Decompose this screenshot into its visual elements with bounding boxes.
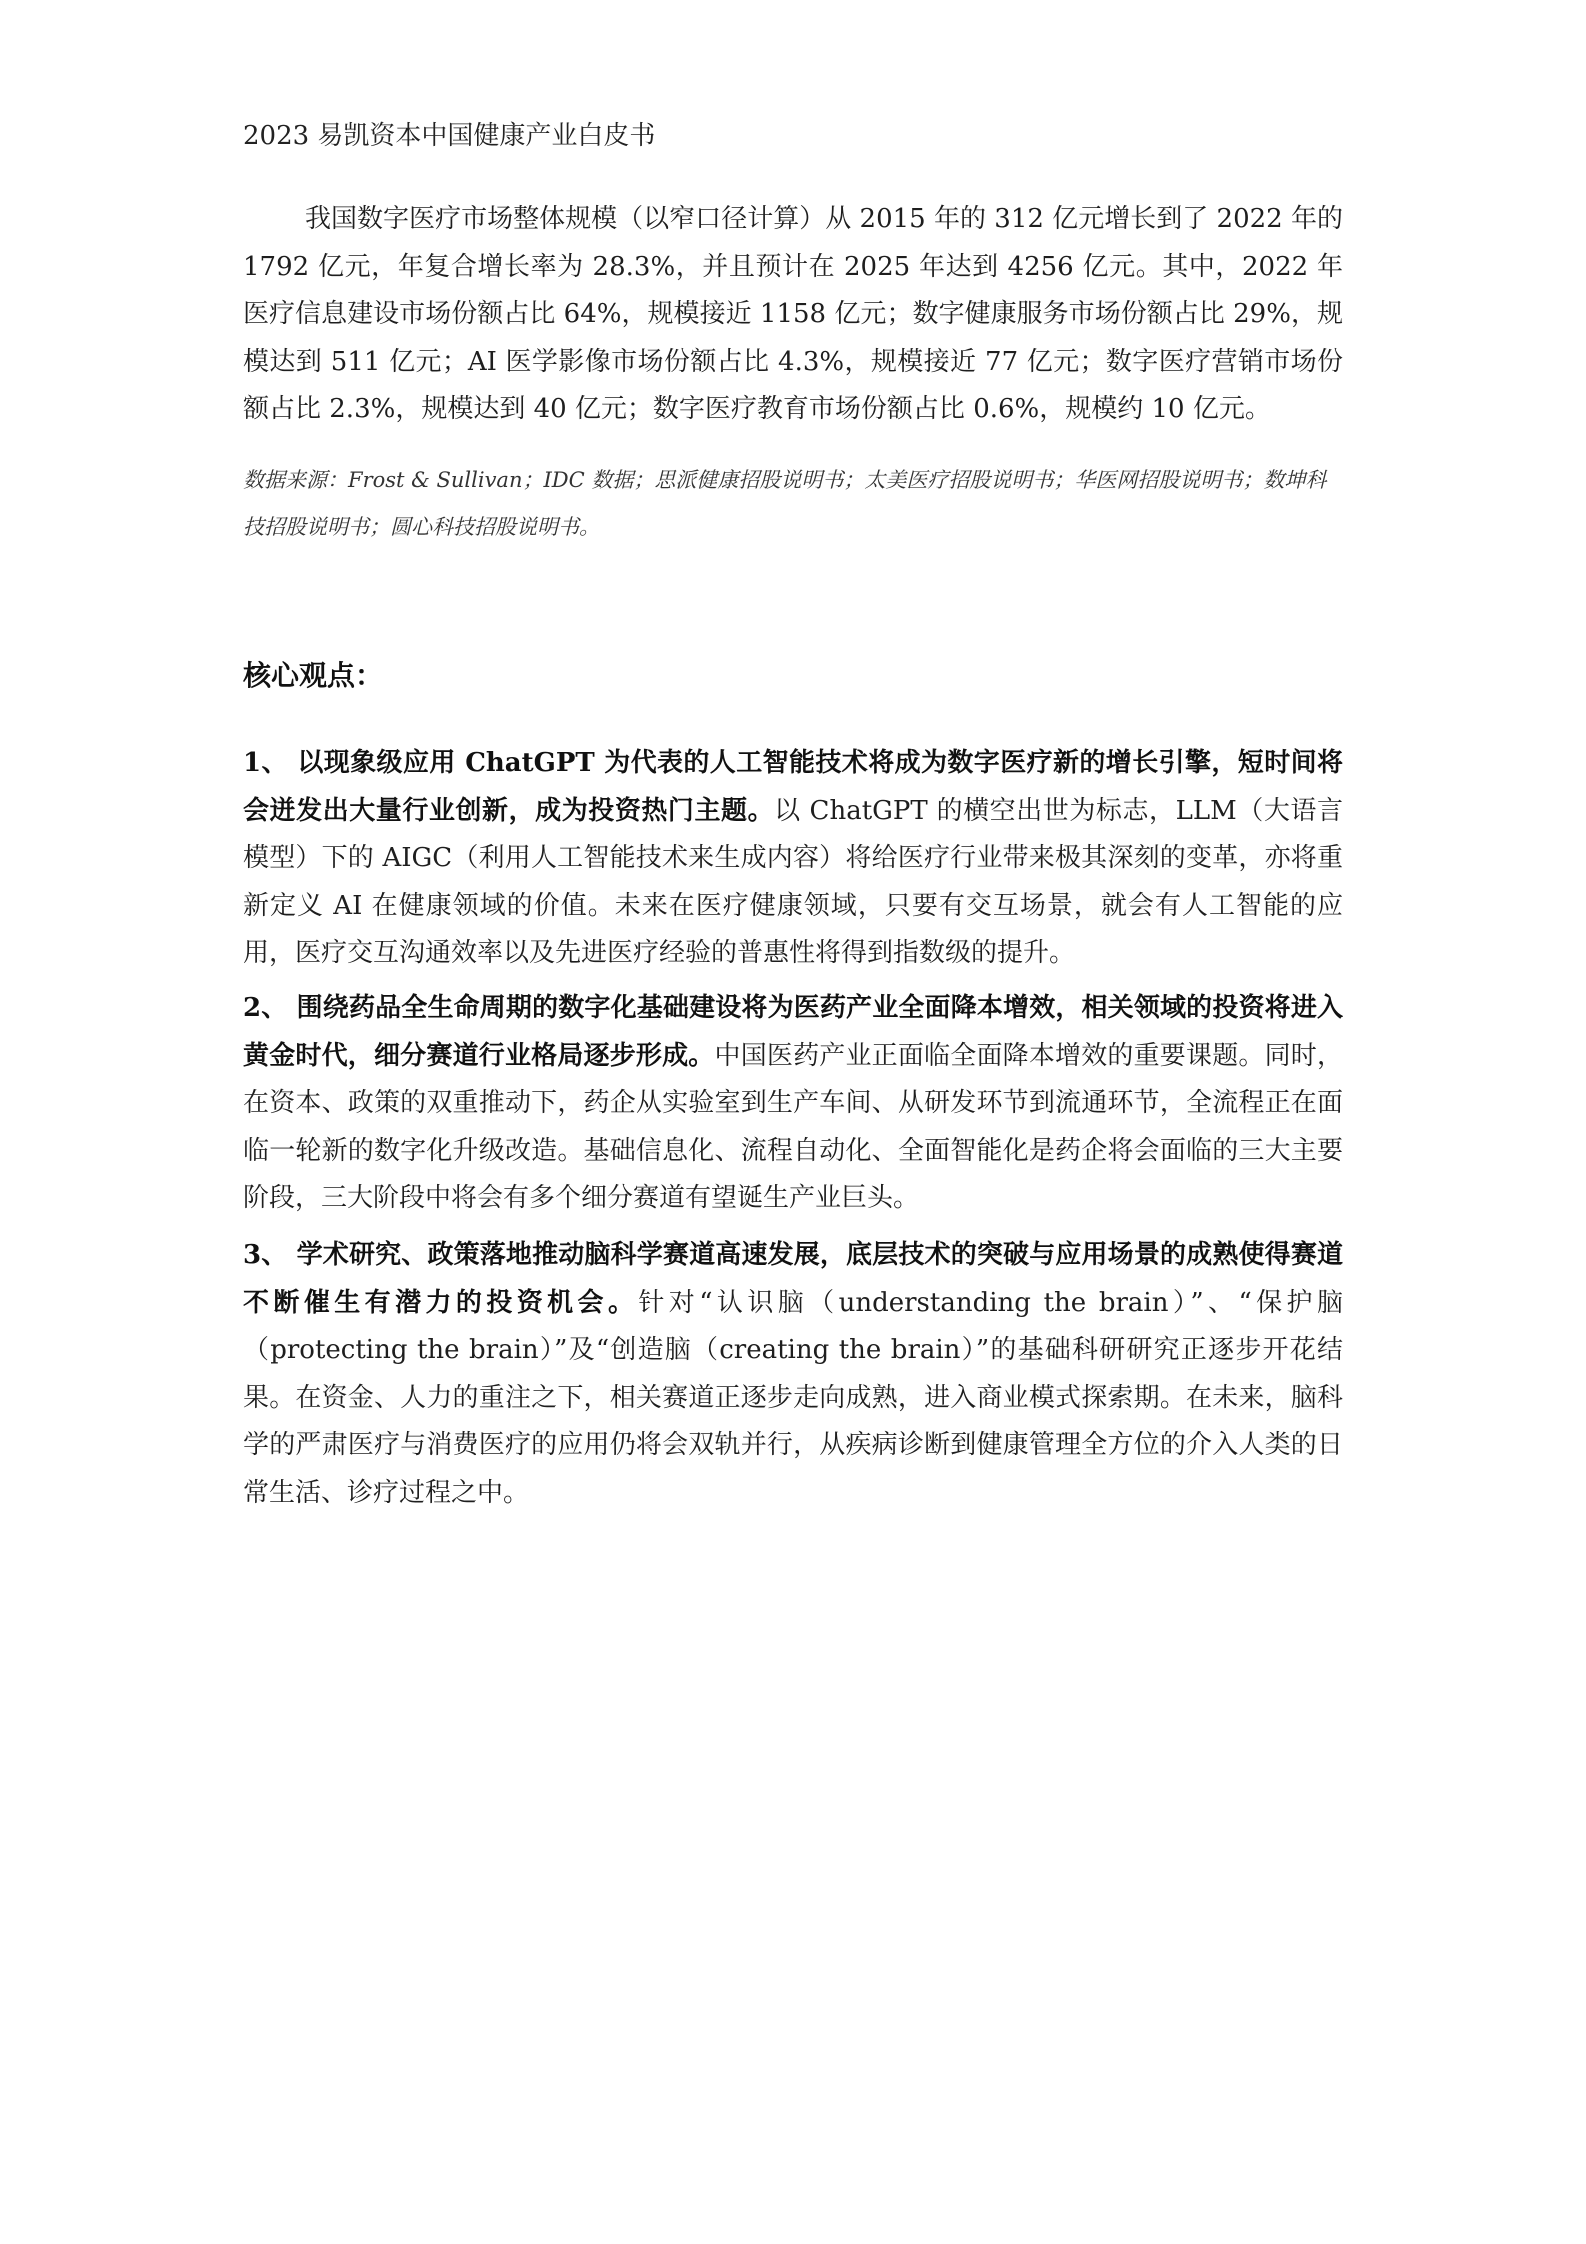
document-header: 2023 易凯资本中国健康产业白皮书 [243,121,656,151]
core-point-3-body: 针对“认识脑（understanding the brain）”、“保护脑（protecting the brain）”及“创造脑（creating the brain）”的基础科研研究正逐步开花结果。在资金、人力的重注之下，相关赛道正逐步走向成熟，进入商业模式探索期。在未来，脑科学的严肃医疗与消费医疗的应用仍将会双轨并行，从疾病诊断到健康管理全方位的介入人类的日常生活、诊疗过程之中。 [243,1287,1343,1508]
core-views-heading: 核心观点： [243,659,384,692]
core-point-2-lead: 2、 围绕药品全生命周期的数字化基础建设将为医药产业全面降本增效，相关领域的投资将进入黄金时代，细分赛道行业格局逐步形成。 [243,993,1343,1071]
data-source-note: 数据来源：Frost & Sullivan；IDC 数据；思派健康招股说明书；太美医疗招股说明书；华医网招股说明书；数坤科技招股说明书；圆心科技招股说明书。 [243,468,1327,539]
core-point-3-lead: 3、 学术研究、政策落地推动脑科学赛道高速发展，底层技术的突破与应用场景的成熟使得赛道不断催生有潜力的投资机会。 [243,1240,1343,1318]
core-point-3 [243,1232,1343,1517]
core-point-1-body: 以 ChatGPT 的横空出世为标志，LLM（大语言模型）下的 AIGC（利用人工智能技术来生成内容）将给医疗行业带来极其深刻的变革，亦将重新定义 AI 在健康领域的价值。未来在医疗健康领域，只要有交互场景，就会有人工智能的应用，医疗交互沟通效率以及先进医疗经验的普惠性将得到指数级的提升。 [243,795,1343,968]
core-point-2 [243,985,1343,1223]
core-point-1 [243,740,1343,978]
intro-paragraph: 我国数字医疗市场整体规模（以窄口径计算）从 2015 年的 312 亿元增长到了 2022 年的 1792 亿元，年复合增长率为 28.3%，并且预计在 2025 年达到 4256 亿元。其中，2022 年医疗信息建设市场份额占比 64%，规模接近 1158 亿元；数字健康服务市场份额占比 29%，规模达到 511 亿元；AI 医学影像市场份额占比 4.3%，规模接近 77 亿元；数字医疗营销市场份额占比 2.3%，规模达到 40 亿元；数字医疗教育市场份额占比 0.6%，规模约 10 亿元。 [243,204,1343,424]
core-point-1-lead: 1、 以现象级应用 ChatGPT 为代表的人工智能技术将成为数字医疗新的增长引擎，短时间将会迸发出大量行业创新，成为投资热门主题。 [243,748,1343,826]
core-point-2-body: 中国医药产业正面临全面降本增效的重要课题。同时，在资本、政策的双重推动下，药企从实验室到生产车间、从研发环节到流通环节，全流程正在面临一轮新的数字化升级改造。基础信息化、流程自动化、全面智能化是药企将会面临的三大主要阶段，三大阶段中将会有多个细分赛道有望诞生产业巨头。 [243,1040,1343,1213]
